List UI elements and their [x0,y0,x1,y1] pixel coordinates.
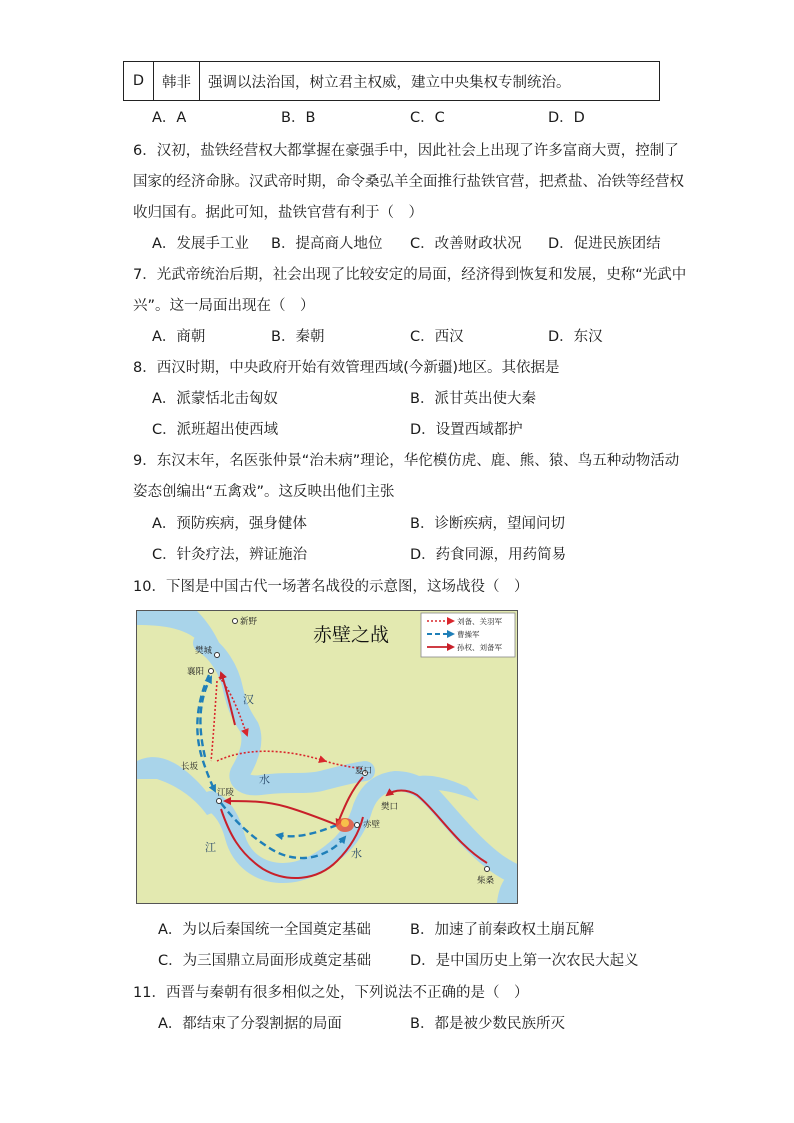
fire-icon [336,818,354,832]
q7-option-b[interactable]: B．秦朝 [271,329,325,345]
city-marker-fancheng [215,653,220,658]
city-marker-xiangyang [209,669,214,674]
q9-option-b[interactable]: B．诊断疾病，望闻问切 [410,516,565,532]
q10-line-1: 10．下图是中国古代一场著名战役的示意图，这场战役（ ） [133,579,529,595]
table-cell-content: 强调以法治国，树立君主权威，建立中央集权专制统治。 [200,62,660,101]
q10-option-b[interactable]: B．加速了前秦政权土崩瓦解 [410,922,594,938]
q8-option-d[interactable]: D．设置西域都护 [410,422,523,438]
q8-option-b[interactable]: B．派甘英出使大秦 [410,391,536,407]
legend-cao: 曹操军 [457,630,480,639]
q6-line-2: 国家的经济命脉。汉武帝时期，命令桑弘羊全面推行盐铁官营，把煮盐、冶铁等经营权 [133,174,684,190]
city-marker-xinye [233,619,238,624]
q10-option-c[interactable]: C．为三国鼎立局面形成奠定基础 [158,953,372,969]
q6-line-1: 6．汉初，盐铁经营权大都掌握在豪强手中，因此社会上出现了许多富商大贾，控制了 [133,143,679,159]
city-marker-chaisang [485,867,490,872]
city-marker-chibi [355,823,360,828]
river-char-jiang: 江 [205,841,216,854]
map-legend [421,613,515,657]
q5-option-d[interactable]: D．D [548,110,585,126]
label-jiangling: 江陵 [217,788,235,798]
label-chaisang: 柴桑 [477,876,495,886]
q7-line-1: 7．光武帝统治后期，社会出现了比较安定的局面，经济得到恢复和发展，史称“光武中 [133,267,687,283]
table-cell-letter: D [124,62,154,101]
legend-sun-liu: 孙权、刘备军 [457,643,502,652]
q6-option-a[interactable]: A．发展手工业 [152,236,249,252]
q9-option-d[interactable]: D．药食同源，用药简易 [410,547,567,563]
q5-option-a[interactable]: A．A [152,110,187,126]
q6-option-c[interactable]: C．改善财政状况 [410,236,522,252]
q9-line-2: 姿态创编出“五禽戏”。这反映出他们主张 [133,484,395,500]
q5-option-c[interactable]: C．C [410,110,445,126]
map-title: 赤壁之战 [313,624,390,646]
q6-option-b[interactable]: B．提高商人地位 [271,236,383,252]
label-xiangyang: 襄阳 [187,667,205,677]
q8-option-a[interactable]: A．派蒙恬北击匈奴 [152,391,278,407]
table-cell-person: 韩非 [154,62,200,101]
q8-option-c[interactable]: C．派班超出使西域 [152,422,279,438]
q9-option-c[interactable]: C．针灸疗法，辨证施治 [152,547,308,563]
q8-line-1: 8．西汉时期，中央政府开始有效管理西域(今新疆)地区。其依据是 [133,360,560,376]
answer-table [123,61,660,101]
q6-line-3: 收归国有。据此可知，盐铁官营有利于（ ） [133,205,423,221]
q9-line-1: 9．东汉末年，名医张仲景“治未病”理论，华佗模仿虎、鹿、熊、猿、鸟五种动物活动 [133,453,680,469]
river-char-shui-2: 水 [351,847,362,860]
q7-option-c[interactable]: C．西汉 [410,329,464,345]
label-xinye: 新野 [240,617,258,627]
q7-option-d[interactable]: D．东汉 [548,329,603,345]
city-marker-jiangling [217,799,222,804]
q7-line-2: 兴”。这一局面出现在（ ） [133,298,315,314]
label-chibi: 赤壁 [363,820,381,830]
legend-liu-guan: 刘备、关羽军 [457,617,502,626]
q7-option-a[interactable]: A．商朝 [152,329,206,345]
map-svg [137,611,517,903]
q9-option-a[interactable]: A．预防疾病，强身健体 [152,516,307,532]
table-row [124,62,660,101]
q5-option-b[interactable]: B．B [281,110,316,126]
chibi-battle-map [136,610,518,904]
q10-option-d[interactable]: D．是中国历史上第一次农民大起义 [410,953,639,969]
q11-option-a[interactable]: A．都结束了分裂割据的局面 [158,1016,342,1032]
label-changban: 长坂 [181,762,199,772]
label-fankou: 樊口 [381,802,399,812]
q11-line-1: 11．西晋与秦朝有很多相似之处，下列说法不正确的是（ ） [133,985,529,1001]
river-char-shui-1: 水 [259,773,270,786]
q10-option-a[interactable]: A．为以后秦国统一全国奠定基础 [158,922,371,938]
q6-option-d[interactable]: D．促进民族团结 [548,236,661,252]
label-xiakou: 夏口 [355,766,373,776]
q11-option-b[interactable]: B．都是被少数民族所灭 [410,1016,565,1032]
label-fancheng: 樊城 [195,646,213,656]
river-char-han: 汉 [243,693,254,706]
